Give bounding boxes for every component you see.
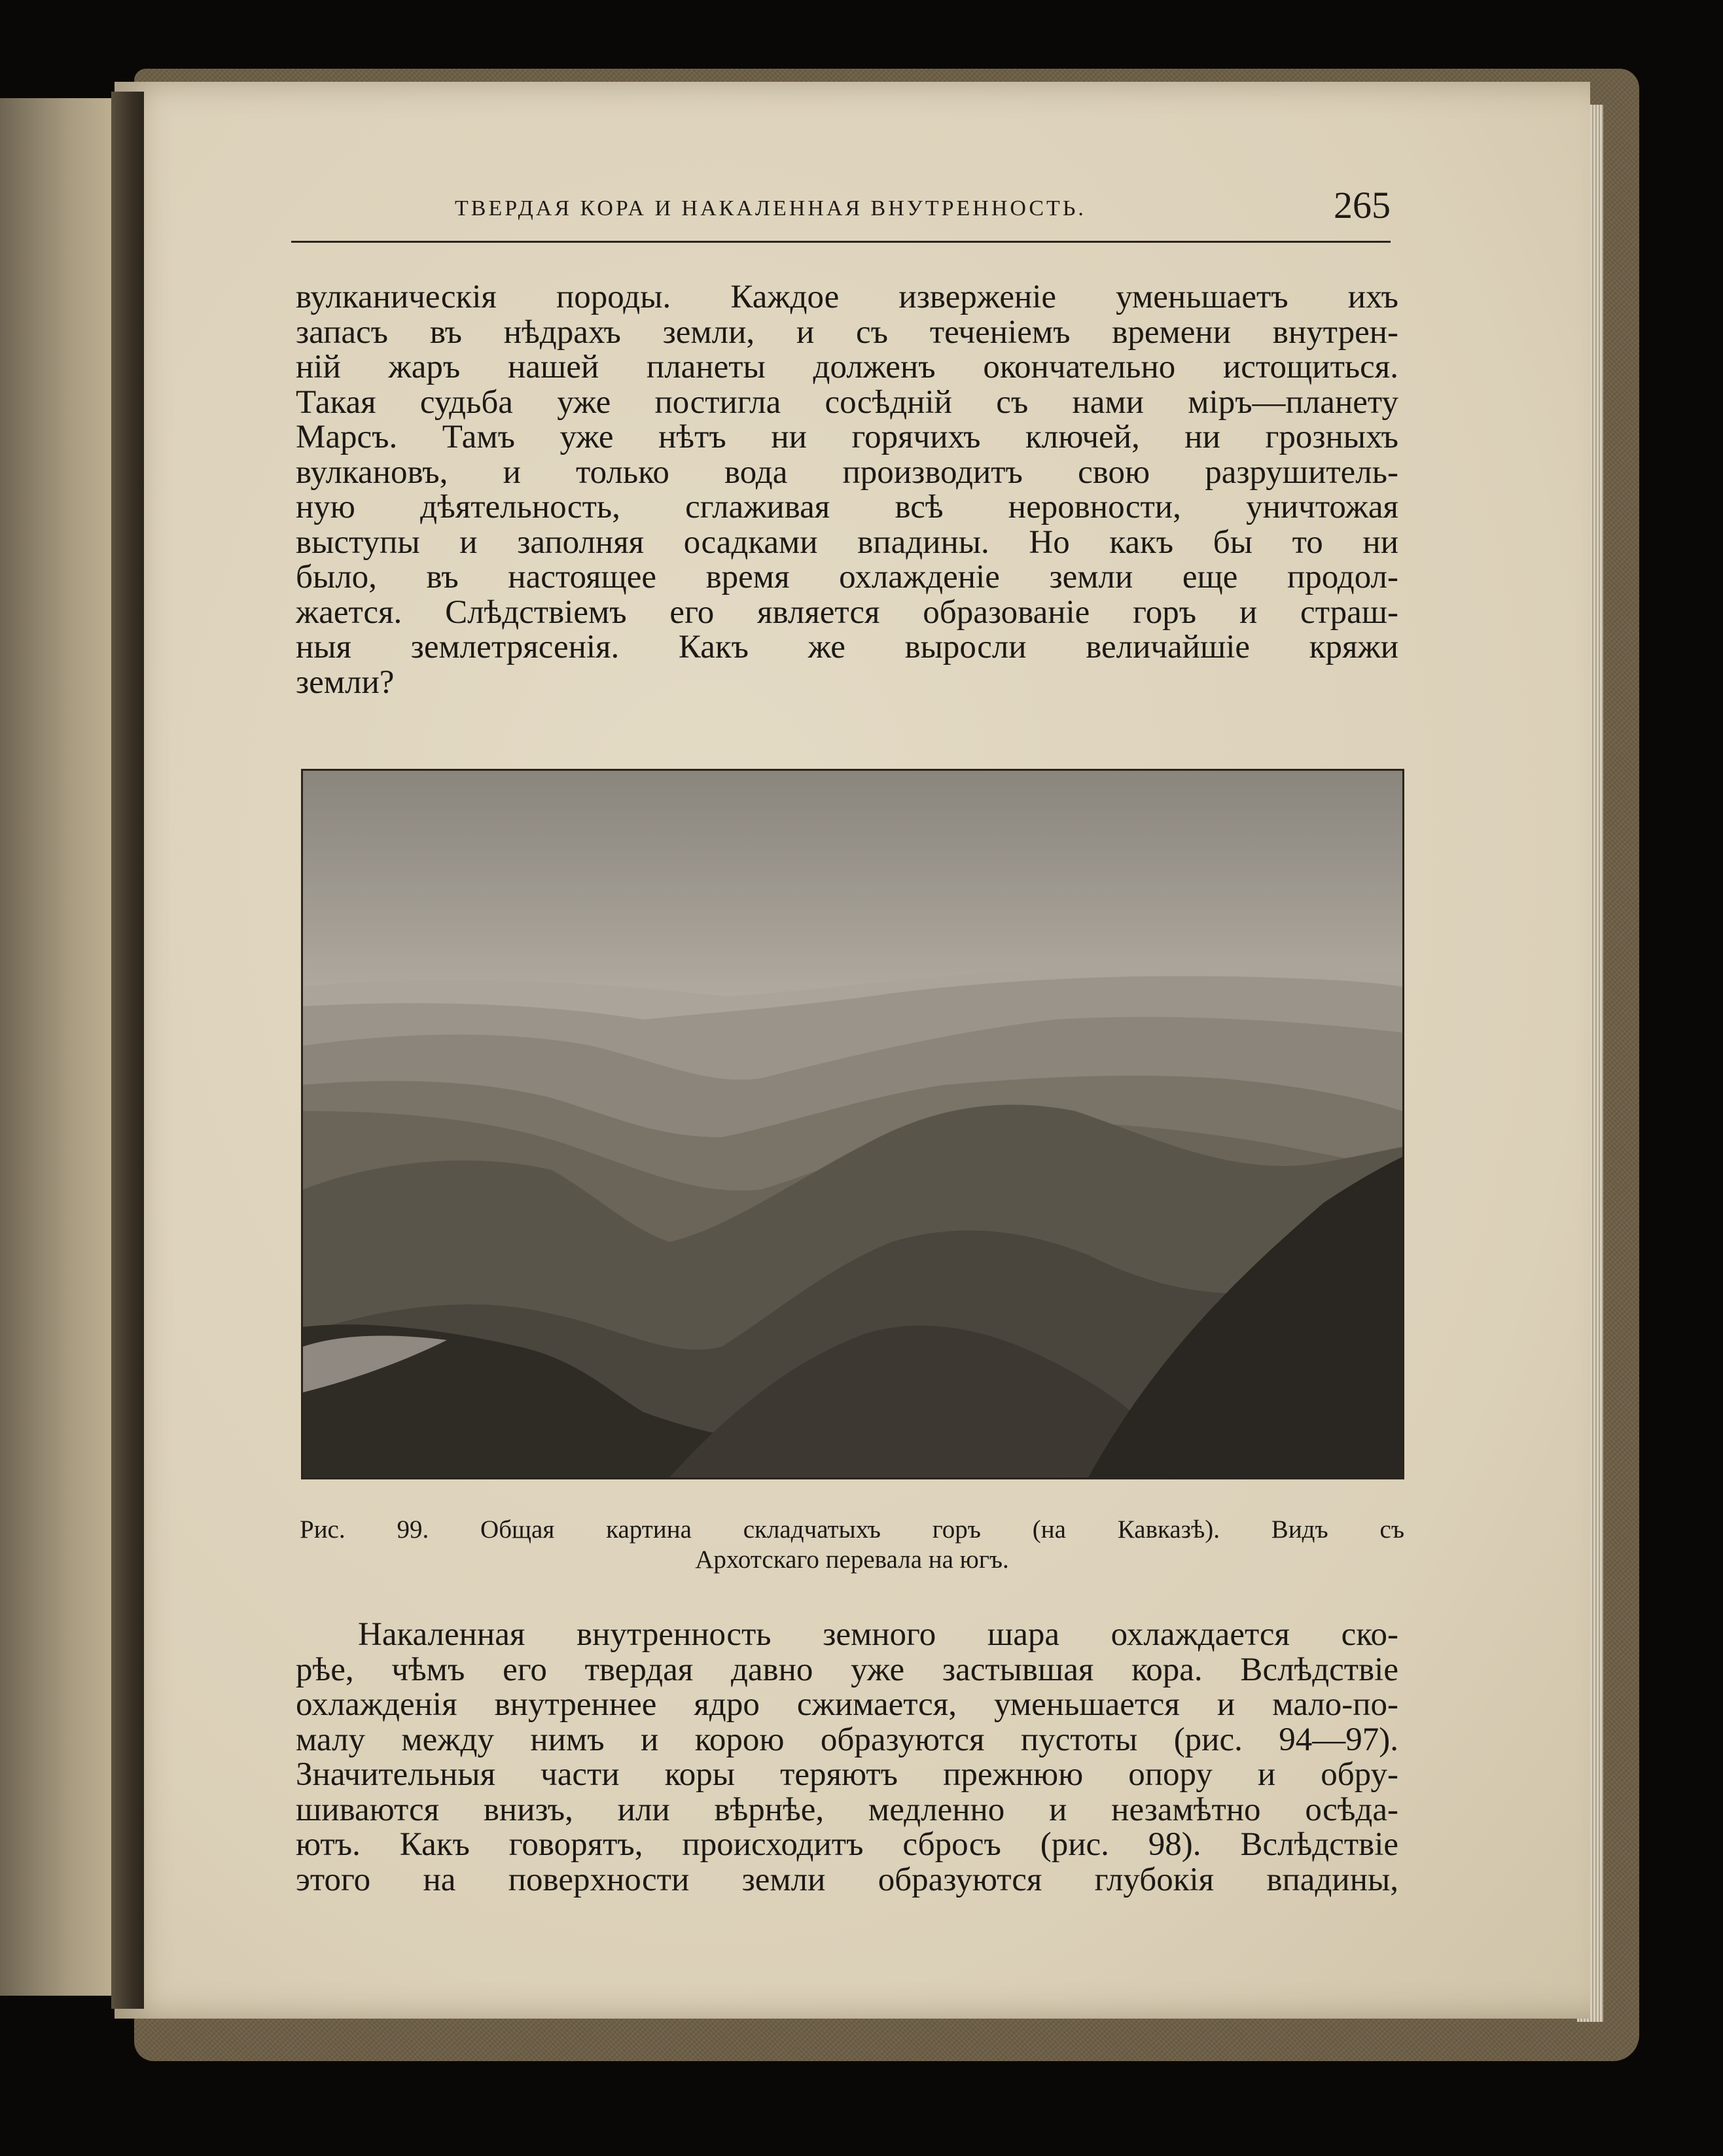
- mountain-photo: [301, 769, 1404, 1479]
- paragraph-1: [296, 280, 1398, 700]
- text-line: Значительныя части коры теряютъ прежнюю опору и обру-: [296, 1756, 1398, 1793]
- figure-caption: [300, 1515, 1404, 1575]
- text-line: выступы и заполняя осадками впадины. Но какъ бы то ни: [296, 523, 1398, 561]
- text-line: запасъ въ нѣдрахъ земли, и съ теченіемъ времени внутрен-: [296, 313, 1398, 351]
- text-line: было, въ настоящее время охлажденіе земли еще продол-: [296, 559, 1398, 595]
- text-line: ютъ. Какъ говорятъ, происходитъ сбросъ (рис. 98). Вслѣдствіе: [296, 1826, 1398, 1863]
- page-number: 265: [1334, 184, 1391, 226]
- mountain-landscape-illustration: [303, 771, 1402, 1477]
- previous-page-edge: [0, 98, 124, 1996]
- text-line: Накаленная внутренность земного шара охлаждается ско-: [358, 1616, 1398, 1653]
- caption-line: Архотскаго перевала на югъ.: [695, 1546, 1009, 1574]
- text-line: этого на поверхности земли образуются глубокія впадины,: [296, 1861, 1398, 1898]
- text-line: ныя землетрясенія. Какъ же выросли величайшіе кряжи: [296, 629, 1398, 665]
- book-gutter: [111, 92, 144, 2009]
- text-line: шиваются внизъ, или вѣрнѣе, медленно и незамѣтно осѣда-: [296, 1791, 1398, 1828]
- text-line: охлажденія внутреннее ядро сжимается, уменьшается и мало-по-: [296, 1686, 1398, 1723]
- text-line: вулкановъ, и только вода производитъ свою разрушитель-: [296, 453, 1398, 491]
- text-line: ную дѣятельность, сглаживая всѣ неровности, уничтожая: [296, 489, 1398, 525]
- text-line: ній жаръ нашей планеты долженъ окончательно истощиться.: [296, 349, 1398, 385]
- header-rule: [291, 241, 1391, 243]
- text-line: Марсъ. Тамъ уже нѣтъ ни горячихъ ключей, ни грозныхъ: [296, 419, 1398, 455]
- running-head-title: ТВЕРДАЯ КОРА И НАКАЛЕННАЯ ВНУТРЕННОСТЬ.: [455, 196, 1086, 221]
- text-line: жается. Слѣдствіемъ его является образованіе горъ и страш-: [296, 593, 1398, 631]
- text-line: рѣе, чѣмъ его твердая давно уже застывшая кора. Вслѣдствіе: [296, 1651, 1398, 1688]
- text-line: малу между нимъ и корою образуются пустоты (рис. 94—97).: [296, 1721, 1398, 1758]
- text-line: вулканическія породы. Каждое изверженіе уменьшаетъ ихъ: [296, 279, 1398, 315]
- caption-line: Рис. 99. Общая картина складчатыхъ горъ (на Кавказѣ). Видъ съ: [300, 1515, 1404, 1544]
- text-line: Такая судьба уже постигла сосѣдній съ нами міръ—планету: [296, 383, 1398, 421]
- text-line: земли?: [296, 663, 395, 701]
- paragraph-2: [296, 1617, 1398, 1898]
